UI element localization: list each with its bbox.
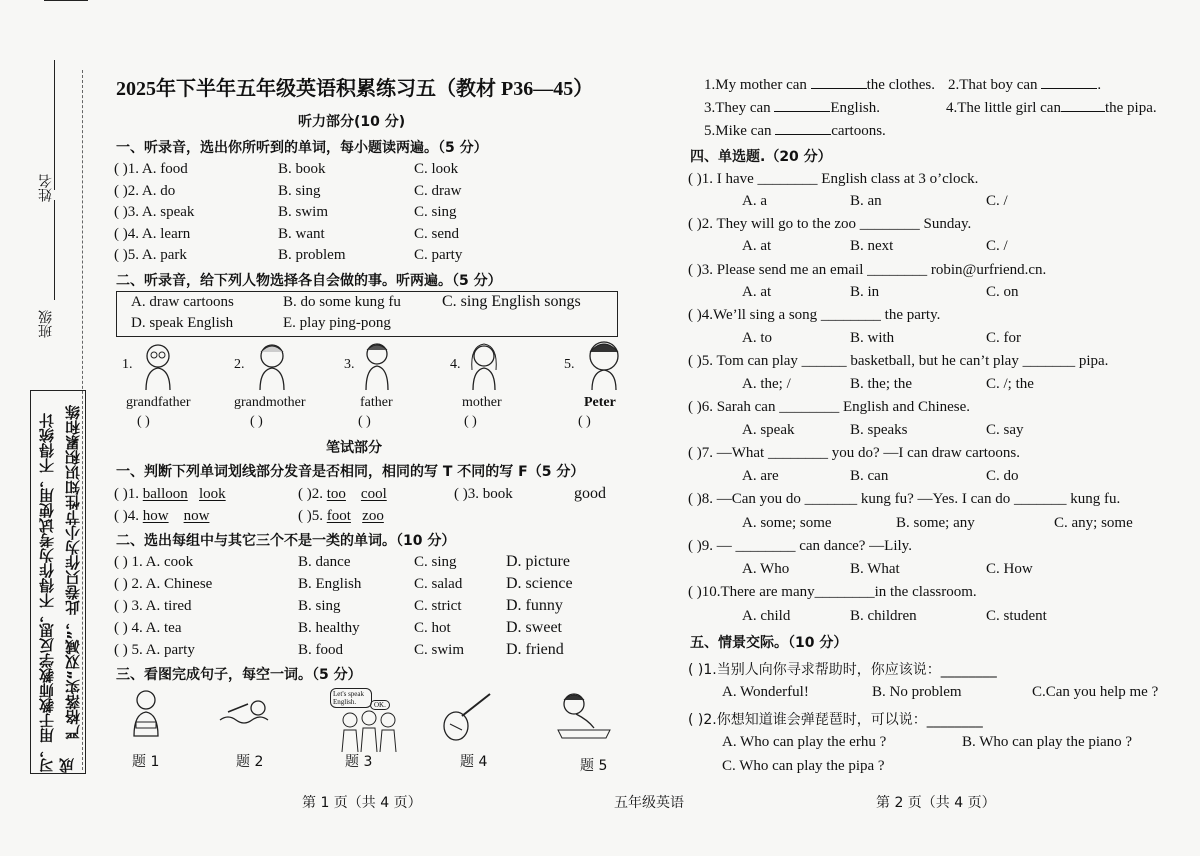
three-kids-icon	[336, 708, 402, 754]
fill-1-blank[interactable]	[811, 76, 867, 89]
mc-q1-b: B. an	[850, 193, 882, 209]
mc-q5-c: C. /; the	[986, 376, 1034, 392]
mc-q4-c: C. for	[986, 330, 1021, 346]
w1-q2-word-b: cool	[360, 486, 387, 502]
w2-q4-c: C. hot	[414, 620, 451, 636]
w2-q3-c: C. strict	[414, 598, 462, 614]
w2-q1-b: B. dance	[298, 554, 351, 570]
mc-q6: ( )6. Sarah can ________ English and Chinese.	[688, 399, 971, 415]
sc-q2: ( )2.你想知道谁会弹琵琶时，可以说：________	[688, 712, 983, 728]
w2-q4-b: B. healthy	[298, 620, 360, 636]
mc-q1: ( )1. I have ________ English class at 3 o’clock.	[688, 171, 979, 187]
l1-q4: ( )4. A. learn	[114, 226, 191, 242]
fill-2-start: 2.That boy can	[948, 77, 1042, 93]
fill-5-blank[interactable]	[775, 122, 831, 135]
mc-q2-a: A. at	[742, 238, 772, 254]
person-4-name: mother	[462, 395, 502, 410]
sc-q2-a: A. Who can play the erhu ?	[722, 734, 887, 750]
fill-3-start: 3.They can	[704, 100, 775, 116]
w2-q1-c: C. sing	[414, 554, 457, 570]
mc-q5-a: A. the; /	[742, 376, 791, 392]
pic-label-4: 题 4	[460, 754, 488, 770]
fill-4-blank[interactable]	[1061, 99, 1105, 112]
fill-3-blank[interactable]	[774, 99, 830, 112]
speaking-picture	[330, 688, 408, 754]
pic-label-5: 题 5	[580, 758, 608, 774]
person-2-num: 2.	[234, 357, 245, 372]
mc-q7-b: B. can	[850, 468, 889, 484]
person-1-name: grandfather	[126, 395, 191, 410]
w1-q4-word-b: now	[183, 508, 210, 524]
mc-q7-c: C. do	[986, 468, 1019, 484]
mc-q2: ( )2. They will go to the zoo ________ Sunday.	[688, 216, 972, 232]
pic-label-1: 题 1	[132, 754, 160, 770]
l1-q3: ( )3. A. speak	[114, 204, 195, 220]
w1-row1-q2	[298, 486, 387, 503]
section-w2-title: 二、选出每组中与其它三个不是一类的单词。（10 分）	[116, 533, 456, 549]
person-5-name: Peter	[584, 395, 616, 410]
mc-q9: ( )9. — ________ can dance? —Lily.	[688, 538, 912, 554]
grandfather-picture	[138, 340, 178, 392]
w2-q3-d: D. funny	[506, 597, 563, 614]
mc-q1-a: A. a	[742, 193, 767, 209]
person-2-name: grandmother	[234, 395, 306, 410]
written-header: 笔试部分	[326, 440, 382, 456]
person-5-num: 5.	[564, 357, 575, 372]
fill-2	[948, 76, 1101, 94]
sc-q1: ( )1.当别人向你寻求帮助时，你应该说：________	[688, 662, 997, 678]
notice-line-2: 习，用于教师教学反思，不得作为考试使用，不得统计成	[38, 413, 76, 773]
person-3-paren: ( )	[358, 414, 371, 429]
father-picture	[360, 340, 394, 392]
listening-header: 听力部分(10 分)	[298, 114, 406, 130]
l1-q5: ( )5. A. park	[114, 247, 187, 263]
sc-q2-c: C. Who can play the pipa ?	[722, 758, 885, 774]
options-box	[116, 291, 618, 337]
w2-q5-c: C. swim	[414, 642, 465, 658]
w2-q3-b: B. sing	[298, 598, 341, 614]
w2-q1-d: D. picture	[506, 553, 570, 570]
person-4-num: 4.	[450, 357, 461, 372]
mc-q8: ( )8. —Can you do _______ kung fu? —Yes. I can do _______ kung fu.	[688, 491, 1121, 507]
mc-q3-c: C. on	[986, 284, 1019, 300]
fill-4-end: the pipa.	[1104, 100, 1157, 116]
name-blank-line	[54, 60, 55, 190]
fill-5-start: 5.Mike can	[704, 123, 776, 139]
mc-q4-a: A. to	[742, 330, 772, 346]
sc-q2-b: B. Who can play the piano ?	[962, 734, 1133, 750]
footer-subject: 五年级英语	[614, 795, 684, 811]
speech-bubble-2: OK.	[370, 700, 390, 710]
w2-q1: ( ) 1. A. cook	[114, 554, 194, 570]
w1-q5-word-a: foot	[326, 508, 351, 524]
l1-q1-c: C. look	[414, 161, 459, 177]
mc-q8-c: C. any; some	[1054, 515, 1133, 531]
person-4-paren: ( )	[464, 414, 477, 429]
w1-q1-word-b: look	[199, 486, 226, 502]
w2-q2-c: C. salad	[414, 576, 463, 592]
person-1-num: 1.	[122, 357, 133, 372]
fill-1	[704, 76, 935, 94]
peter-picture	[582, 338, 626, 392]
mc-q10-a: A. child	[742, 608, 791, 624]
mc-q6-b: B. speaks	[850, 422, 908, 438]
w1-q4-word-a: how	[142, 508, 169, 524]
mc-q10-c: C. student	[986, 608, 1047, 624]
drawing-boy-picture	[554, 690, 612, 740]
sc-q1-a: A. Wonderful!	[722, 684, 809, 700]
mc-q3-a: A. at	[742, 284, 772, 300]
mother-picture	[466, 340, 502, 392]
option-e: E. play ping-pong	[283, 315, 391, 331]
grandmother-picture	[252, 340, 292, 392]
l1-q3-b: B. swim	[278, 204, 329, 220]
l1-q4-c: C. send	[414, 226, 459, 242]
l1-q5-c: C. party	[414, 247, 463, 263]
mc-q2-b: B. next	[850, 238, 894, 254]
mc-q9-a: A. Who	[742, 561, 790, 577]
w2-q2-d: D. science	[506, 575, 573, 592]
w1-row1	[114, 486, 226, 503]
w1-row2	[114, 508, 209, 525]
person-3-num: 3.	[344, 357, 355, 372]
mc-q6-a: A. speak	[742, 422, 795, 438]
person-2-paren: ( )	[250, 414, 263, 429]
w1-q2-word-a: too	[326, 486, 346, 502]
footer-page-2: 第 2 页（共 4 页）	[876, 795, 996, 811]
section-l2-title: 二、听录音，给下列人物选择各自会做的事。听两遍。（5 分）	[116, 273, 502, 289]
mc-q8-a: A. some; some	[742, 515, 832, 531]
class-label: 班级	[38, 310, 54, 338]
section-l1-title: 一、听录音，选出你所听到的单词，每小题读两遍。（5 分）	[116, 140, 488, 156]
section-w1-title: 一、判断下列单词划线部分发音是否相同，相同的写 T 不同的写 F（5 分）	[116, 464, 585, 480]
section-w3-title: 三、看图完成句子，每空一词。（5 分）	[116, 667, 362, 683]
w2-q3: ( ) 3. A. tired	[114, 598, 192, 614]
mc-q2-c: C. /	[986, 238, 1008, 254]
top-rule	[44, 0, 88, 1]
l1-q4-b: B. want	[278, 226, 325, 242]
w2-q2-b: B. English	[298, 576, 362, 592]
fill-2-blank[interactable]	[1041, 76, 1097, 89]
l1-q5-b: B. problem	[278, 247, 346, 263]
w1-q5: ( )5.	[298, 508, 327, 524]
l1-q3-c: C. sing	[414, 204, 457, 220]
fill-1-start: 1.My mother can	[704, 77, 811, 93]
fill-4	[946, 99, 1157, 117]
w1-q1: ( )1.	[114, 486, 143, 502]
mc-q3: ( )3. Please send me an email ________ robin@urfriend.cn.	[688, 262, 1047, 278]
fill-2-end: .	[1097, 77, 1102, 93]
w2-q5-b: B. food	[298, 642, 343, 658]
mc-q8-b: B. some; any	[896, 515, 975, 531]
w1-row2-q5	[298, 508, 384, 525]
mc-q10: ( )10.There are many________in the classroom.	[688, 584, 977, 600]
option-a: A. draw cartoons	[131, 294, 234, 310]
mc-q4: ( )4.We’ll sing a song ________ the party.	[688, 307, 941, 323]
pic-label-3: 题 3	[345, 754, 373, 770]
w1-q4: ( )4.	[114, 508, 143, 524]
exam-title: 2025年下半年五年级英语积累练习五（教材 P36—45）	[116, 78, 594, 100]
w1-q2: ( )2.	[298, 486, 327, 502]
w1-q3: ( )3. book	[454, 486, 513, 502]
sc-q1-c: C.Can you help me ?	[1032, 684, 1159, 700]
mc-q5: ( )5. Tom can play ______ basketball, but he can’t play _______ pipa.	[688, 353, 1109, 369]
l1-q2: ( )2. A. do	[114, 183, 176, 199]
l1-q1-b: B. book	[278, 161, 326, 177]
speech-bubble-1: Let's speak English.	[330, 688, 372, 708]
mc-q7-a: A. are	[742, 468, 779, 484]
fill-5-end: cartoons.	[831, 123, 886, 139]
w2-q5: ( ) 5. A. party	[114, 642, 195, 658]
notice-line-1: 严格落实“双减”，此卷只作为小节性知识积累和练	[64, 405, 82, 740]
mc-q7: ( )7. —What ________ you do? —I can draw cartoons.	[688, 445, 1020, 461]
section-4-title: 四、单选题.（20 分）	[690, 149, 832, 165]
mc-q5-b: B. the; the	[850, 376, 913, 392]
pipa-picture	[440, 690, 496, 742]
mc-q9-c: C. How	[986, 561, 1033, 577]
footer-page-1: 第 1 页（共 4 页）	[302, 795, 422, 811]
name-label: 姓名	[38, 174, 54, 202]
person-5-paren: ( )	[578, 414, 591, 429]
swimming-picture	[218, 696, 276, 730]
l1-q2-c: C. draw	[414, 183, 462, 199]
mc-q9-b: B. What	[850, 561, 900, 577]
mc-q4-b: B. with	[850, 330, 895, 346]
pic-label-2: 题 2	[236, 754, 264, 770]
l1-q2-b: B. sing	[278, 183, 321, 199]
w2-q2: ( ) 2. A. Chinese	[114, 576, 213, 592]
mc-q1-c: C. /	[986, 193, 1008, 209]
w1-q5-word-b: zoo	[362, 508, 384, 524]
sc-q1-b: B. No problem	[872, 684, 962, 700]
person-1-paren: ( )	[137, 414, 150, 429]
w1-q3-word-b: good	[574, 485, 606, 502]
mc-q6-c: C. say	[986, 422, 1024, 438]
notice-box	[30, 390, 86, 774]
mc-q3-b: B. in	[850, 284, 880, 300]
l1-q1: ( )1. A. food	[114, 161, 188, 177]
w2-q4: ( ) 4. A. tea	[114, 620, 182, 636]
option-b: B. do some kung fu	[283, 294, 401, 310]
w1-q1-word-a: balloon	[142, 486, 188, 502]
fill-3	[704, 99, 880, 117]
person-3-name: father	[360, 395, 393, 410]
fill-5	[704, 122, 886, 140]
fill-1-end: the clothes.	[866, 77, 935, 93]
w2-q5-d: D. friend	[506, 641, 564, 658]
fill-4-start: 4.The little girl can	[946, 100, 1061, 116]
option-d: D. speak English	[131, 315, 234, 331]
option-c: C. sing English songs	[442, 293, 581, 310]
mc-q10-b: B. children	[850, 608, 917, 624]
class-blank-line	[54, 200, 55, 300]
w2-q4-d: D. sweet	[506, 619, 562, 636]
section-5-title: 五、情景交际。（10 分）	[690, 635, 848, 651]
cooking-girl-picture	[128, 688, 164, 740]
fill-3-end: English.	[830, 100, 880, 116]
